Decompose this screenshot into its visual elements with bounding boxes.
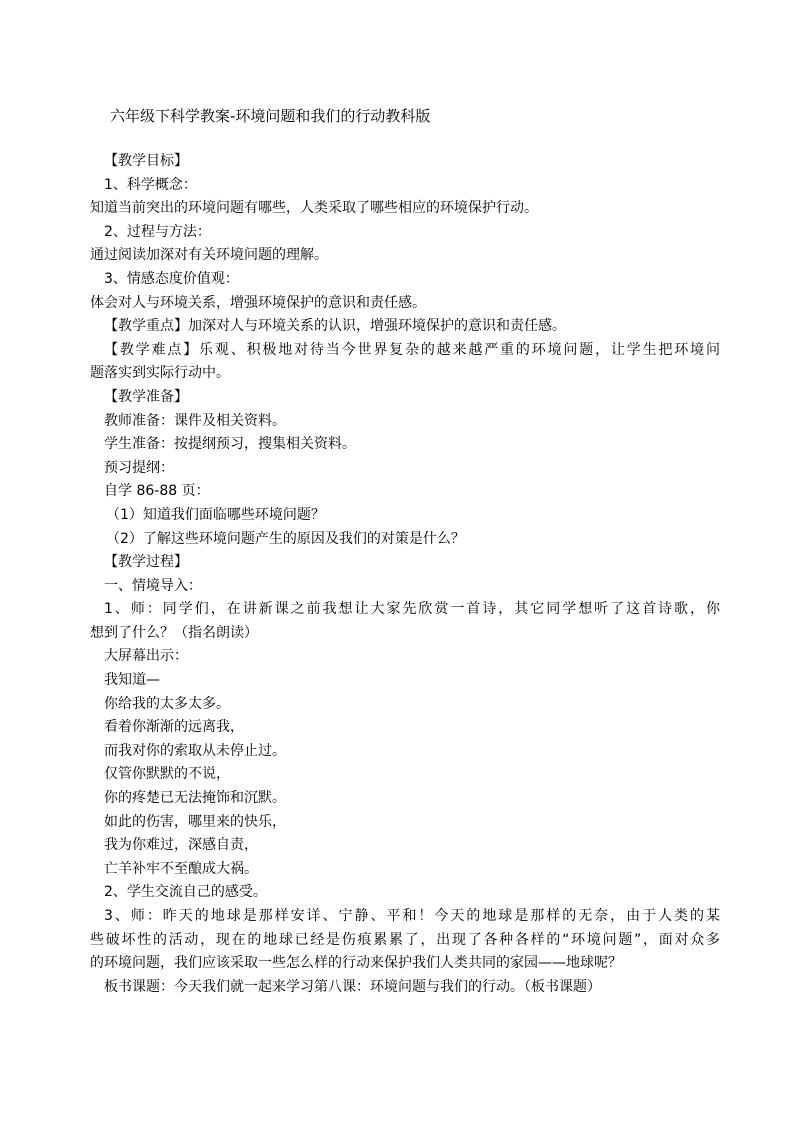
document-title: 六年级下科学教案-环境问题和我们的行动教科版 (110, 107, 431, 125)
poem-line: 而我对你的索取从未停止过。 (104, 742, 286, 759)
objective-heading-concept: 1、科学概念： (104, 176, 197, 193)
section-key-points: 【教学重点】加深对人与环境关系的认识，增强环境保护的意识和责任感。 (104, 318, 566, 335)
section-difficulties: 【教学难点】乐观、积极地对待当今世界复杂的越来越严重的环境问题，让学生把环境问 (104, 341, 720, 358)
paragraph-line: 3、师：昨天的地球是那样安详、宁静、平和！今天的地球是那样的无奈，由于人类的某 (104, 908, 720, 924)
paragraph-line: 体会对人与环境关系，增强环境保护的意识和责任感。 (90, 294, 426, 311)
objective-heading-attitude: 3、情感态度价值观： (104, 270, 239, 287)
paragraph-line: 想到了什么？（指名朗读） (90, 624, 258, 641)
paragraph-line: 1、师：同学们，在讲新课之前我想让大家先欣赏一首诗，其它同学想听了这首诗歌，你 (104, 601, 720, 618)
poem-line: 看着你渐渐的远离我， (104, 719, 244, 736)
poem-line: 你给我的太多太多。 (104, 695, 230, 712)
paragraph-line: 题落实到实际行动中。 (90, 365, 230, 382)
poem-line: 亡羊补牢不至酿成大祸。 (104, 860, 258, 877)
list-item: （1）知道我们面临哪些环境问题？ (106, 506, 325, 523)
paragraph-line: 学生准备：按提纲预习，搜集相关资料。 (104, 436, 356, 453)
section-heading-preparation: 【教学准备】 (104, 388, 188, 405)
paragraph-line: 预习提纲： (104, 459, 174, 476)
objective-heading-process: 2、过程与方法： (104, 223, 211, 240)
paragraph-line: 2、学生交流自己的感受。 (104, 884, 267, 901)
section-heading-objectives: 【教学目标】 (104, 153, 188, 169)
poem-line: 如此的伤害，哪里来的快乐， (104, 813, 286, 830)
paragraph-line: 知道当前突出的环境问题有哪些，人类采取了哪些相应的环境保护行动。 (90, 200, 538, 217)
poem-line: 我为你难过，深感自责， (104, 837, 258, 854)
subsection-heading: 一、情境导入： (104, 577, 202, 594)
poem-line: 我知道— (104, 672, 160, 689)
paragraph-line: 的环境问题，我们应该采取一些怎么样的行动来保护我们人类共同的家园——地球呢？ (90, 955, 622, 972)
paragraph-line: 教师准备：课件及相关资料。 (104, 412, 286, 429)
paragraph-line: 板书课题：今天我们就一起来学习第八课：环境问题与我们的行动。（板书课题） (104, 978, 601, 995)
section-heading-process: 【教学过程】 (104, 554, 188, 571)
poem-line: 仅管你默默的不说， (104, 766, 230, 783)
paragraph-line: 大屏幕出示： (104, 648, 188, 665)
paragraph-line: 自学 86-88 页： (104, 483, 210, 500)
paragraph-line: 些破坏性的活动，现在的地球已经是伤痕累累了，出现了各种各样的“环境问题”，面对众多 (90, 931, 720, 948)
paragraph-line: 通过阅读加深对有关环境问题的理解。 (90, 247, 328, 264)
document-body (90, 150, 724, 999)
poem-line: 你的疼楚已无法掩饰和沉默。 (104, 790, 286, 807)
list-item: （2）了解这些环境问题产生的原因及我们的对策是什么？ (106, 530, 465, 547)
